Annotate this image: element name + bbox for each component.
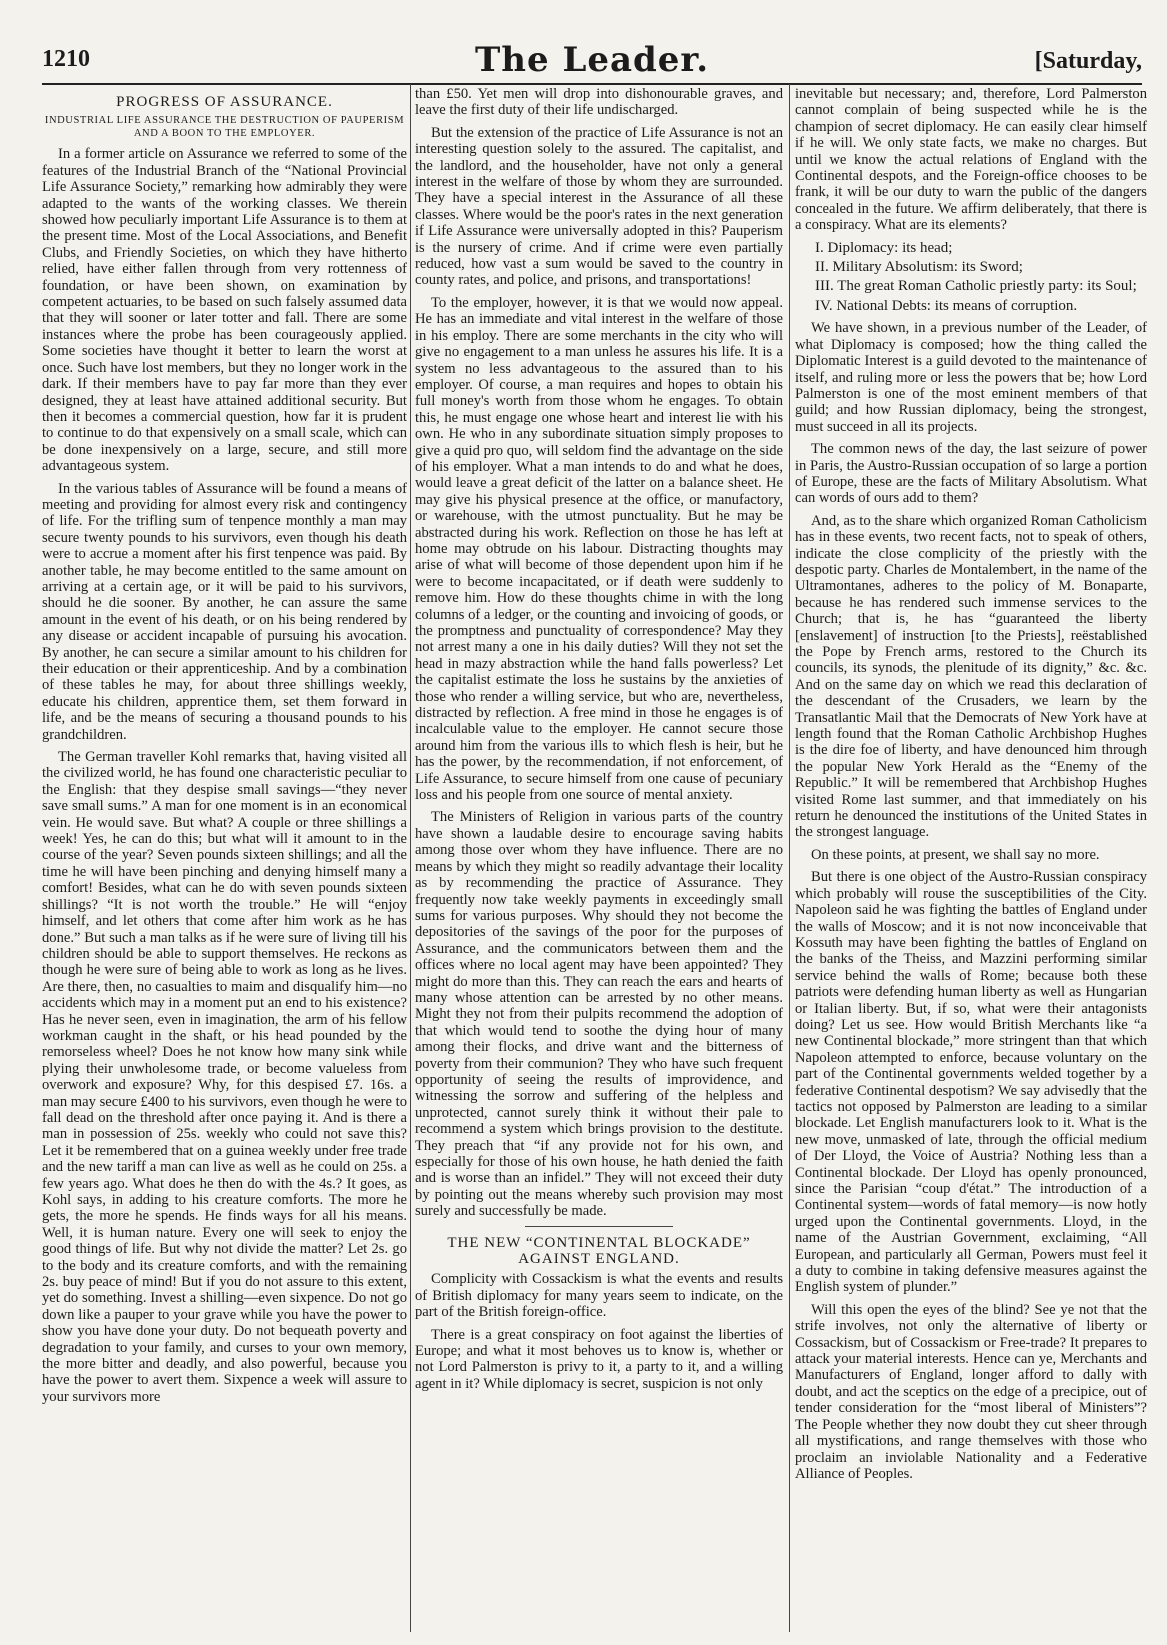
paragraph: The German traveller Kohl remarks that, having visited all the civilized world, he has found one characteristic peculiar to the English: that they despise small savings—“they never save small sums.” A man for one moment is in an economical vein. He would save. But what? A couple or three shillings a week! Yes, he can do this; but what will it amount to in the course of the year? Seven pounds sixteen shillings; and all the time he will have been pinching and denying himself many a comfort! Besides, what can he do with seven pounds sixteen shillings? “It is not worth the trouble.” He will “enjoy himself, and let others that come after him work as he has done.” But such a man talks as if he were sure of living till his children should be able to support themselves. He reckons as though he were sure of being able to work as long as he lives. Are there, then, no casualties to maim and disqualify him—no accidents which may in a moment put an end to his existence? Has he never seen, even in imagination, the arm of his fellow workman caught in the shaft, or his head pounded by the remorseless wheel? Does he not know how many sink while plying their unwholesome trade, or become valueless from overwork and exposure? Why, for this despised £7. 16s. a man may secure £400 to his survivors, even though he were to fall dead on the threshold after once paying it. And is there a man in possession of 25s. weekly who could not save this? Let it be remembered that on a guinea weekly under free trade and the new tariff a man can live as well as he could on 25s. a few years ago. What does he then do with the 4s.? It goes, as Kohl says, in adding to his creature comforts. The more he gets, the more he spends. He finds ways for all his means. Well, it is human nature. Every one will seek to enjoy the good things of life. But why not divide the matter? Let 2s. go to the body and its creature comforts, and with the remaining 2s. buy peace of mind! But if you do not assure to this extent, yet do something. Invest a shilling—even sixpence. Do not go down like a pauper to your grave while you have the power to show you have done your duty. Do not bequeath poverty and degradation to your family, and curses to your own memory, the more bitter and deadly, and also powerful, because you have the power to avert them. Sixpence a week will assure to your survivors more [42, 749, 407, 1405]
article-title: PROGRESS OF ASSURANCE. [116, 94, 333, 110]
list-item: I. Diplomacy: its head; [815, 239, 953, 256]
list-item: IV. National Debts: its means of corruption. [815, 297, 1078, 314]
paragraph: Will this open the eyes of the blind? See ye not that the strife involves, not only the alternative of liberty or Cossackism, but of Cossackism or Free-trade? It prepares to attack your material interests. Hence can ye, Merchants and Manufacturers of England, longer afford to dally with doubt, and act the sceptics on the edge of a precipice, out of tender consideration for the “most liberal of Ministers”? The People whether they now doubt they cut sheer through all mystifications, and range themselves with those who proclaim an inviolable Nationality and a Federative Alliance of Peoples. [795, 1301, 1147, 1482]
article-title: THE NEW “CONTINENTAL BLOCKADE” AGAINST ENGLAND. [447, 1234, 751, 1268]
list-item: II. Military Absolutism: its Sword; [815, 259, 1023, 276]
section-rule [525, 1226, 672, 1227]
paragraph: inevitable but necessary; and, therefore, Lord Palmerston cannot complain of being suspected while he is the champion of secret diplomacy. He can easily clear himself if he will. We only state facts, we make no charges. But until we know the actual relations of England with the Continental despots, and the Foreign-office chooses to be frank, it will be our duty to warn the public of the dangers concealed in the future. We affirm deliberately, that there is a conspiracy. What are its elements? [795, 86, 1147, 234]
paragraph: To the employer, however, it is that we would now appeal. He has an immediate and vital interest in the welfare of those in his employ. There are some merchants in the city who will give no engagement to a man unless he assures his life. It is a system no less advantageous to the assured than to his employer. Of course, a man requires and hopes to obtain his full money's worth from those whom he engages. To obtain this, he must engage one whose heart and interest lie with his own. He who in any subordinate situation simply proposes to give a quid pro quo, will seldom find the advantage on the side of his employer. What a man intends to do and what he does, would leave a great deficit of the latter on a balance sheet. He may give his physical presence at the office, or manufactory, or warehouse, with the utmost punctuality. But he may be abstracted during his work. Reflection on those he has left at home may obtrude on his labour. Distracting thoughts may arise of what will become of those dependent upon him if he were to become incapacitated, or if death were suddenly to remove him. How do these thoughts chime in with the long columns of a ledger, or the counting and invoicing of goods, or the promptness and punctuality of correspondence? May they not arrest many a one in his daily duties? Will they not set the head in mazy abstraction while the hand falls powerless? Let the capitalist estimate the loss he sustains by the anxieties of those who render a willing service, but who are, nevertheless, distracted by reflection. A free mind in those he engages is of incalculable value to the employer. He cannot secure those around him from the various ills to which flesh is heir, but he has the power, by the recommendation, if not enforcement, of Life Assurance, to secure himself from one cause of pecuniary loss and his people from one source of mental anxiety. [415, 294, 783, 804]
column-1 [42, 86, 407, 1634]
paragraph: In the various tables of Assurance will be found a means of meeting and providing for almost every risk and contingency of life. For the trifling sum of tenpence monthly a man may secure twenty pounds to his survivors, even though his death were to accrue a moment after his first tenpence was paid. By another table, he may become entitled to the same amount on arriving at a certain age, or it will be paid to his survivors, should he die sooner. By another, he can assure the same amount in the event of his death, or on his being rendered by any disease or accident incapable of pursuing his avocation. By another, he can secure a similar amount to his children for their education or their apprenticeship. And by a combination of these tables he may, for about three shillings weekly, educate his children, apprentice them, set them forward in life, and be the means of securing a thousand pounds to his grandchildren. [42, 480, 407, 743]
page-number: 1210 [42, 46, 90, 72]
column-2 [415, 86, 783, 1634]
column-divider [410, 84, 411, 1632]
paragraph: The Ministers of Religion in various parts of the country have shown a laudable desire to encourage saving habits among those over whom they have influence. There are no means by which they might so readily advantage their locality as by recommending the practice of Assurance. They frequently now take weekly payments in exceedingly small sums for various purposes. Why should they not become the depositories of the savings of the poor for the purposes of Assurance, and the communicators between them and the offices where no local agent may have been appointed? They might do more than this. They can reach the ears and hearts of many whose attention can be arrested by no other means. Might they not from their pulpits recommend the adoption of that which would tend to soothe the dying hour of many among their flocks, and drive want and the bitterness of poverty from their communion? They who have such frequent opportunity of seeing the results of improvidence, and witnessing the sorrow and suffering of the helpless and unprotected, cannot surely think it without their pale to recommend a system which brings provision to the destitute. They preach that “if any provide not for his own, and especially for those of his own house, he hath denied the faith and is worse than an infidel.” They will not exceed their duty by pointing out the means whereby such provision may most surely and successfully be made. [415, 809, 783, 1220]
issue-day: [Saturday, [1034, 48, 1142, 74]
paragraph: We have shown, in a previous number of the Leader, of what Diplomacy is composed; how the thing called the Diplomatic Interest is a guild devoted to the maintenance of itself, and ruling more or less the powers that be; how Lord Palmerston is one of the most eminent members of that guild; and how Russian diplomacy, being the strongest, must succeed in all its projects. [795, 320, 1147, 435]
page-header [42, 40, 1142, 82]
column-3 [795, 86, 1147, 1634]
paragraph: And, as to the share which organized Roman Catholicism has in these events, two recent facts, not to speak of others, indicate the close complicity of the priestly with the despotic party. Charles de Montalembert, in the name of the Ultramontanes, adheres to the policy of M. Bonaparte, because he has rendered such immense services to the Church; that is, he has “guaranteed the liberty [enslavement] of instruction [to the Priests], reëstablished the Pope by French arms, restored to the Church its councils, its synods, the plenitude of its dignity,” &c. &c. And on the same day on which we read this declaration of the descendant of the Crusaders, we learn by the Transatlantic Mail that the Democrats of New York have at length found that the Roman Catholic Archbishop Hughes is the dire foe of liberty, and have denounced him through the popular New York Herald as the “Enemy of the Republic.” It will be remembered that Archbishop Hughes visited Rome last summer, and that immediately on his return he denounced the institutions of the United States in the strongest language. [795, 512, 1147, 841]
header-rule [42, 83, 1142, 85]
paragraph: Complicity with Cossackism is what the events and results of British diplomacy for many years seem to indicate, on the part of the British foreign-office. [415, 1271, 783, 1321]
paragraph: On these points, at present, we shall say no more. [811, 846, 1100, 863]
paragraph: The common news of the day, the last seizure of power in Paris, the Austro-Russian occupation of so large a portion of Europe, these are the facts of Military Absolutism. What can words of ours add to them? [795, 441, 1147, 507]
article-subtitle: INDUSTRIAL LIFE ASSURANCE THE DESTRUCTION OF PAUPERISM AND A BOON TO THE EMPLOYER. [44, 115, 405, 140]
paragraph: In a former article on Assurance we referred to some of the features of the Industrial Branch of the “National Provincial Life Assurance Society,” remarking how admirably they were adapted to the wants of the working classes. We therein showed how peculiarly important Life Assurance is to them at the present time. Most of the Local Associations, and Benefit Clubs, and Friendly Societies, on which they have hitherto relied, have either fallen through from very rottenness of foundation, or have been shown, on examination by competent actuaries, to be based on such falsely assumed data that they will sooner or later totter and fall. There are some instances where the probe has been courageously applied. Some societies have thought it better to learn the worst at once. Such have lost members, but they no longer work in the dark. If their members have to pay far more than they ever designed, they at least have attained additional security. But then it becomes a commercial question, how far it is prudent to continue to do that expensively on a small scale, which can be done inexpensively on a large, secure, and still more advantageous system. [42, 146, 407, 475]
paragraph: But the extension of the practice of Life Assurance is not an interesting question solely to the assured. The capitalist, and the landlord, and the householder, have not only a general interest in the welfare of those by whom they are surrounded. They have a special interest in the Assurance of all these classes. Where would be the poor's rates in the next generation if Life Assurance were universally adopted in this? Pauperism is the nursery of crime. And if crime were even partially reduced, how vast a sum would be saved to the country in county rates, and police, and prisons, and transportations! [415, 124, 783, 289]
paragraph: than £50. Yet men will drop into dishonourable graves, and leave the first duty of their life undischarged. [415, 86, 783, 119]
elements-list [795, 240, 1147, 315]
paragraph: There is a great conspiracy on foot against the liberties of Europe; and what it most behoves us to know is, whether or not Lord Palmerston is privy to it, a party to it, and a willing agent in it? While diplomacy is secret, suspicion is not only [415, 1326, 783, 1392]
column-divider [789, 84, 790, 1632]
list-item: III. The great Roman Catholic priestly party: its Soul; [815, 278, 1137, 295]
masthead: The Leader. [474, 40, 710, 80]
paragraph: But there is one object of the Austro-Russian conspiracy which probably will rouse the susceptibilities of the City. Napoleon said he was fighting the battles of England under the walls of Moscow; and it is not now inconceivable that Kossuth may have been fighting the battles of England on the banks of the Theiss, and Mazzini performing similar service behind the walls of Rome; because both these patriots were defending human liberty as well as Hungarian or Italian liberty. But, if so, what were their antagonists doing? Let us see. How would British Merchants like “a new Continental blockade,” more stringent than that which Napoleon attempted to enforce, because voluntary on the part of the Continental governments welded together by a federative Continental despotism? We say advisedly that the tactics not opposed by Palmerston are leading to a similar blockade. Let English manufacturers look to it. What is the new move, unmasked of late, through the official medium of Der Lloyd, the Voice of Austria? Nothing less than a Continental blockade. Der Lloyd has openly pronounced, since the Parisian “coup d'état.” The introduction of a Continental system—words of fatal memory—is now hotly urged upon the Continental governments. Lloyd, in the name of the Austrian Government, exclaiming, “All European, and particularly all German, Powers must feel it a duty to combine in taking defensive measures against the English system of plunder.” [795, 869, 1147, 1296]
